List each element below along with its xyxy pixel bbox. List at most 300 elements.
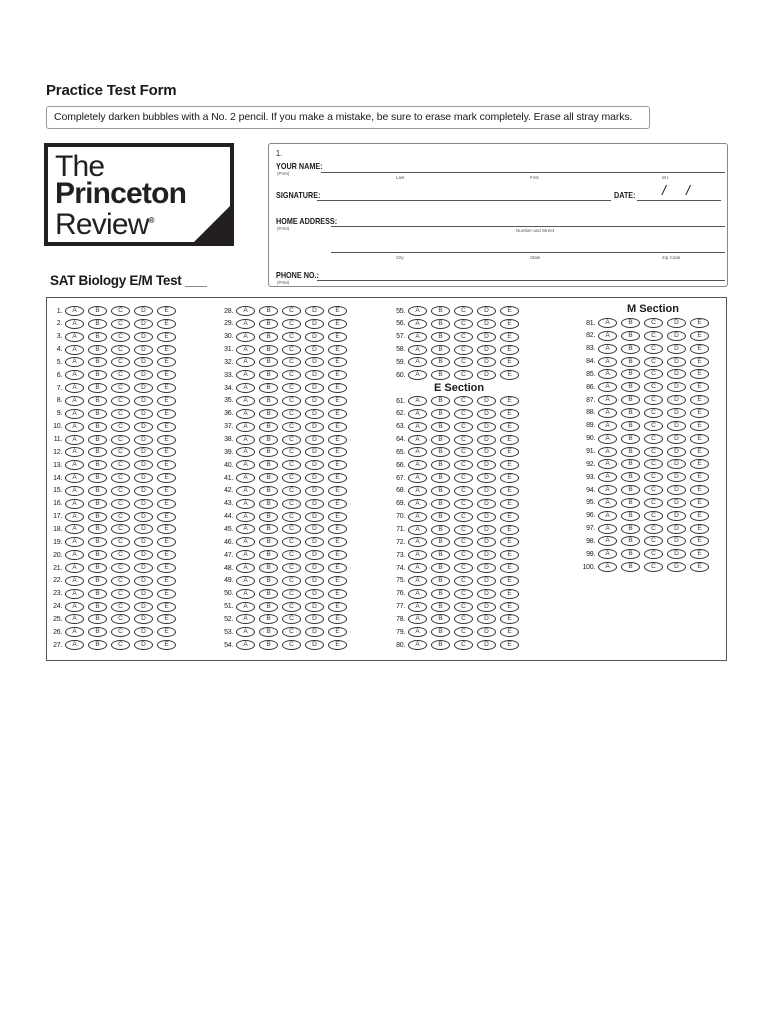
answer-bubble-b[interactable]: B xyxy=(88,319,107,329)
answer-bubble-e[interactable]: E xyxy=(157,499,176,509)
answer-bubble-c[interactable]: C xyxy=(111,306,130,316)
answer-bubble-a[interactable]: A xyxy=(65,332,84,342)
answer-bubble-b[interactable]: B xyxy=(431,589,450,599)
answer-bubble-d[interactable]: D xyxy=(134,512,153,522)
answer-bubble-d[interactable]: D xyxy=(134,370,153,380)
answer-bubble-c[interactable]: C xyxy=(454,409,473,419)
answer-bubble-c[interactable]: C xyxy=(111,602,130,612)
answer-bubble-c[interactable]: C xyxy=(282,319,301,329)
answer-bubble-a[interactable]: A xyxy=(598,562,617,572)
answer-bubble-e[interactable]: E xyxy=(690,447,709,457)
answer-bubble-b[interactable]: B xyxy=(259,512,278,522)
answer-bubble-c[interactable]: C xyxy=(111,576,130,586)
answer-bubble-c[interactable]: C xyxy=(454,589,473,599)
answer-bubble-b[interactable]: B xyxy=(88,550,107,560)
answer-bubble-e[interactable]: E xyxy=(157,396,176,406)
answer-bubble-b[interactable]: B xyxy=(621,498,640,508)
answer-bubble-e[interactable]: E xyxy=(157,473,176,483)
answer-bubble-b[interactable]: B xyxy=(88,409,107,419)
answer-bubble-a[interactable]: A xyxy=(236,512,255,522)
answer-bubble-c[interactable]: C xyxy=(111,409,130,419)
answer-bubble-c[interactable]: C xyxy=(111,460,130,470)
answer-bubble-c[interactable]: C xyxy=(282,499,301,509)
answer-bubble-c[interactable]: C xyxy=(644,369,663,379)
answer-bubble-d[interactable]: D xyxy=(477,396,496,406)
answer-bubble-a[interactable]: A xyxy=(236,550,255,560)
answer-bubble-a[interactable]: A xyxy=(236,370,255,380)
answer-bubble-a[interactable]: A xyxy=(236,640,255,650)
answer-bubble-a[interactable]: A xyxy=(65,357,84,367)
answer-bubble-b[interactable]: B xyxy=(259,614,278,624)
answer-bubble-e[interactable]: E xyxy=(690,562,709,572)
answer-bubble-a[interactable]: A xyxy=(236,357,255,367)
answer-bubble-a[interactable]: A xyxy=(408,357,427,367)
answer-bubble-e[interactable]: E xyxy=(157,537,176,547)
answer-bubble-e[interactable]: E xyxy=(157,383,176,393)
answer-bubble-c[interactable]: C xyxy=(282,370,301,380)
answer-bubble-a[interactable]: A xyxy=(598,369,617,379)
answer-bubble-a[interactable]: A xyxy=(408,370,427,380)
answer-bubble-a[interactable]: A xyxy=(236,602,255,612)
answer-bubble-c[interactable]: C xyxy=(454,345,473,355)
answer-bubble-d[interactable]: D xyxy=(134,332,153,342)
answer-bubble-d[interactable]: D xyxy=(134,409,153,419)
answer-bubble-b[interactable]: B xyxy=(88,563,107,573)
answer-bubble-c[interactable]: C xyxy=(454,602,473,612)
answer-bubble-c[interactable]: C xyxy=(111,435,130,445)
answer-bubble-a[interactable]: A xyxy=(408,576,427,586)
phone-field[interactable] xyxy=(317,280,725,281)
answer-bubble-a[interactable]: A xyxy=(598,536,617,546)
answer-bubble-a[interactable]: A xyxy=(65,396,84,406)
answer-bubble-d[interactable]: D xyxy=(477,486,496,496)
answer-bubble-b[interactable]: B xyxy=(88,332,107,342)
answer-bubble-b[interactable]: B xyxy=(259,306,278,316)
answer-bubble-a[interactable]: A xyxy=(408,525,427,535)
answer-bubble-b[interactable]: B xyxy=(88,576,107,586)
answer-bubble-e[interactable]: E xyxy=(500,602,519,612)
answer-bubble-c[interactable]: C xyxy=(282,396,301,406)
answer-bubble-e[interactable]: E xyxy=(690,524,709,534)
answer-bubble-d[interactable]: D xyxy=(667,331,686,341)
answer-bubble-c[interactable]: C xyxy=(454,499,473,509)
answer-bubble-a[interactable]: A xyxy=(598,549,617,559)
answer-bubble-a[interactable]: A xyxy=(598,382,617,392)
answer-bubble-a[interactable]: A xyxy=(598,498,617,508)
answer-bubble-d[interactable]: D xyxy=(477,589,496,599)
answer-bubble-d[interactable]: D xyxy=(667,485,686,495)
answer-bubble-a[interactable]: A xyxy=(408,537,427,547)
answer-bubble-c[interactable]: C xyxy=(644,536,663,546)
answer-bubble-d[interactable]: D xyxy=(477,563,496,573)
answer-bubble-a[interactable]: A xyxy=(65,473,84,483)
answer-bubble-a[interactable]: A xyxy=(598,485,617,495)
answer-bubble-b[interactable]: B xyxy=(431,640,450,650)
answer-bubble-b[interactable]: B xyxy=(621,562,640,572)
answer-bubble-e[interactable]: E xyxy=(157,332,176,342)
answer-bubble-b[interactable]: B xyxy=(431,306,450,316)
answer-bubble-b[interactable]: B xyxy=(621,536,640,546)
answer-bubble-a[interactable]: A xyxy=(65,589,84,599)
answer-bubble-c[interactable]: C xyxy=(454,447,473,457)
answer-bubble-c[interactable]: C xyxy=(282,332,301,342)
answer-bubble-e[interactable]: E xyxy=(328,499,347,509)
answer-bubble-e[interactable]: E xyxy=(690,549,709,559)
answer-bubble-e[interactable]: E xyxy=(157,306,176,316)
answer-bubble-a[interactable]: A xyxy=(236,499,255,509)
answer-bubble-d[interactable]: D xyxy=(134,486,153,496)
answer-bubble-e[interactable]: E xyxy=(500,306,519,316)
answer-bubble-a[interactable]: A xyxy=(65,576,84,586)
answer-bubble-e[interactable]: E xyxy=(500,486,519,496)
answer-bubble-e[interactable]: E xyxy=(690,331,709,341)
answer-bubble-c[interactable]: C xyxy=(282,589,301,599)
answer-bubble-d[interactable]: D xyxy=(667,421,686,431)
answer-bubble-b[interactable]: B xyxy=(259,473,278,483)
answer-bubble-b[interactable]: B xyxy=(431,627,450,637)
answer-bubble-a[interactable]: A xyxy=(408,409,427,419)
answer-bubble-d[interactable]: D xyxy=(477,409,496,419)
answer-bubble-a[interactable]: A xyxy=(408,640,427,650)
answer-bubble-e[interactable]: E xyxy=(328,460,347,470)
answer-bubble-b[interactable]: B xyxy=(88,447,107,457)
answer-bubble-a[interactable]: A xyxy=(65,537,84,547)
answer-bubble-c[interactable]: C xyxy=(282,602,301,612)
answer-bubble-c[interactable]: C xyxy=(282,447,301,457)
answer-bubble-e[interactable]: E xyxy=(500,357,519,367)
answer-bubble-d[interactable]: D xyxy=(667,536,686,546)
answer-bubble-a[interactable]: A xyxy=(236,563,255,573)
answer-bubble-a[interactable]: A xyxy=(408,486,427,496)
answer-bubble-e[interactable]: E xyxy=(157,370,176,380)
answer-bubble-c[interactable]: C xyxy=(644,434,663,444)
answer-bubble-c[interactable]: C xyxy=(454,563,473,573)
answer-bubble-d[interactable]: D xyxy=(134,319,153,329)
answer-bubble-a[interactable]: A xyxy=(236,422,255,432)
answer-bubble-d[interactable]: D xyxy=(134,550,153,560)
answer-bubble-c[interactable]: C xyxy=(111,396,130,406)
answer-bubble-b[interactable]: B xyxy=(88,345,107,355)
signature-field[interactable] xyxy=(317,200,611,201)
answer-bubble-a[interactable]: A xyxy=(65,524,84,534)
answer-bubble-e[interactable]: E xyxy=(500,512,519,522)
answer-bubble-b[interactable]: B xyxy=(88,460,107,470)
answer-bubble-c[interactable]: C xyxy=(282,486,301,496)
answer-bubble-e[interactable]: E xyxy=(157,614,176,624)
answer-bubble-d[interactable]: D xyxy=(134,306,153,316)
answer-bubble-c[interactable]: C xyxy=(282,345,301,355)
answer-bubble-a[interactable]: A xyxy=(408,512,427,522)
answer-bubble-d[interactable]: D xyxy=(305,383,324,393)
answer-bubble-b[interactable]: B xyxy=(88,537,107,547)
answer-bubble-a[interactable]: A xyxy=(65,614,84,624)
answer-bubble-e[interactable]: E xyxy=(328,383,347,393)
answer-bubble-b[interactable]: B xyxy=(621,382,640,392)
answer-bubble-e[interactable]: E xyxy=(500,447,519,457)
answer-bubble-d[interactable]: D xyxy=(305,537,324,547)
answer-bubble-c[interactable]: C xyxy=(111,319,130,329)
answer-bubble-b[interactable]: B xyxy=(259,589,278,599)
answer-bubble-c[interactable]: C xyxy=(644,357,663,367)
answer-bubble-c[interactable]: C xyxy=(282,627,301,637)
answer-bubble-d[interactable]: D xyxy=(305,576,324,586)
answer-bubble-a[interactable]: A xyxy=(236,473,255,483)
address-street-field[interactable] xyxy=(331,226,725,227)
answer-bubble-a[interactable]: A xyxy=(236,319,255,329)
answer-bubble-d[interactable]: D xyxy=(134,473,153,483)
answer-bubble-d[interactable]: D xyxy=(667,344,686,354)
answer-bubble-d[interactable]: D xyxy=(305,499,324,509)
answer-bubble-e[interactable]: E xyxy=(690,459,709,469)
answer-bubble-a[interactable]: A xyxy=(408,447,427,457)
answer-bubble-b[interactable]: B xyxy=(259,396,278,406)
answer-bubble-c[interactable]: C xyxy=(644,331,663,341)
answer-bubble-c[interactable]: C xyxy=(644,408,663,418)
answer-bubble-b[interactable]: B xyxy=(88,357,107,367)
answer-bubble-d[interactable]: D xyxy=(305,473,324,483)
answer-bubble-d[interactable]: D xyxy=(134,396,153,406)
answer-bubble-b[interactable]: B xyxy=(621,472,640,482)
answer-bubble-e[interactable]: E xyxy=(328,357,347,367)
answer-bubble-a[interactable]: A xyxy=(598,524,617,534)
answer-bubble-e[interactable]: E xyxy=(328,550,347,560)
answer-bubble-b[interactable]: B xyxy=(431,486,450,496)
answer-bubble-c[interactable]: C xyxy=(111,614,130,624)
answer-bubble-b[interactable]: B xyxy=(621,511,640,521)
answer-bubble-e[interactable]: E xyxy=(328,422,347,432)
answer-bubble-c[interactable]: C xyxy=(454,435,473,445)
answer-bubble-e[interactable]: E xyxy=(690,344,709,354)
answer-bubble-e[interactable]: E xyxy=(500,319,519,329)
answer-bubble-b[interactable]: B xyxy=(259,345,278,355)
answer-bubble-d[interactable]: D xyxy=(477,627,496,637)
answer-bubble-a[interactable]: A xyxy=(408,306,427,316)
answer-bubble-b[interactable]: B xyxy=(259,602,278,612)
answer-bubble-d[interactable]: D xyxy=(134,383,153,393)
answer-bubble-c[interactable]: C xyxy=(282,524,301,534)
answer-bubble-c[interactable]: C xyxy=(111,627,130,637)
answer-bubble-e[interactable]: E xyxy=(157,460,176,470)
answer-bubble-a[interactable]: A xyxy=(598,421,617,431)
answer-bubble-e[interactable]: E xyxy=(157,550,176,560)
answer-bubble-a[interactable]: A xyxy=(65,370,84,380)
answer-bubble-b[interactable]: B xyxy=(431,345,450,355)
answer-bubble-d[interactable]: D xyxy=(305,524,324,534)
answer-bubble-c[interactable]: C xyxy=(454,614,473,624)
answer-bubble-a[interactable]: A xyxy=(236,345,255,355)
answer-bubble-a[interactable]: A xyxy=(408,422,427,432)
answer-bubble-b[interactable]: B xyxy=(621,485,640,495)
answer-bubble-a[interactable]: A xyxy=(65,499,84,509)
answer-bubble-c[interactable]: C xyxy=(454,306,473,316)
answer-bubble-a[interactable]: A xyxy=(236,460,255,470)
answer-bubble-d[interactable]: D xyxy=(667,459,686,469)
answer-bubble-b[interactable]: B xyxy=(259,383,278,393)
answer-bubble-e[interactable]: E xyxy=(500,563,519,573)
answer-bubble-d[interactable]: D xyxy=(477,332,496,342)
answer-bubble-b[interactable]: B xyxy=(88,473,107,483)
answer-bubble-a[interactable]: A xyxy=(65,345,84,355)
answer-bubble-c[interactable]: C xyxy=(644,472,663,482)
answer-bubble-e[interactable]: E xyxy=(328,589,347,599)
answer-bubble-c[interactable]: C xyxy=(282,357,301,367)
answer-bubble-d[interactable]: D xyxy=(134,357,153,367)
answer-bubble-c[interactable]: C xyxy=(454,370,473,380)
answer-bubble-a[interactable]: A xyxy=(408,460,427,470)
answer-bubble-d[interactable]: D xyxy=(305,640,324,650)
answer-bubble-b[interactable]: B xyxy=(88,614,107,624)
answer-bubble-d[interactable]: D xyxy=(667,382,686,392)
answer-bubble-a[interactable]: A xyxy=(408,345,427,355)
answer-bubble-c[interactable]: C xyxy=(282,614,301,624)
answer-bubble-d[interactable]: D xyxy=(667,447,686,457)
answer-bubble-a[interactable]: A xyxy=(236,589,255,599)
answer-bubble-b[interactable]: B xyxy=(431,576,450,586)
answer-bubble-b[interactable]: B xyxy=(88,370,107,380)
answer-bubble-a[interactable]: A xyxy=(598,434,617,444)
answer-bubble-c[interactable]: C xyxy=(111,524,130,534)
answer-bubble-d[interactable]: D xyxy=(477,512,496,522)
answer-bubble-d[interactable]: D xyxy=(667,357,686,367)
answer-bubble-d[interactable]: D xyxy=(667,408,686,418)
answer-bubble-c[interactable]: C xyxy=(644,511,663,521)
answer-bubble-b[interactable]: B xyxy=(259,319,278,329)
answer-bubble-d[interactable]: D xyxy=(477,525,496,535)
answer-bubble-e[interactable]: E xyxy=(690,395,709,405)
answer-bubble-d[interactable]: D xyxy=(477,422,496,432)
answer-bubble-c[interactable]: C xyxy=(644,421,663,431)
answer-bubble-c[interactable]: C xyxy=(644,562,663,572)
answer-bubble-d[interactable]: D xyxy=(134,602,153,612)
answer-bubble-b[interactable]: B xyxy=(621,447,640,457)
answer-bubble-e[interactable]: E xyxy=(157,576,176,586)
answer-bubble-e[interactable]: E xyxy=(328,486,347,496)
answer-bubble-d[interactable]: D xyxy=(477,447,496,457)
answer-bubble-a[interactable]: A xyxy=(408,563,427,573)
answer-bubble-b[interactable]: B xyxy=(259,357,278,367)
answer-bubble-e[interactable]: E xyxy=(328,435,347,445)
answer-bubble-e[interactable]: E xyxy=(328,319,347,329)
answer-bubble-a[interactable]: A xyxy=(65,550,84,560)
answer-bubble-a[interactable]: A xyxy=(598,459,617,469)
answer-bubble-b[interactable]: B xyxy=(431,537,450,547)
answer-bubble-c[interactable]: C xyxy=(644,395,663,405)
answer-bubble-e[interactable]: E xyxy=(500,576,519,586)
answer-bubble-e[interactable]: E xyxy=(157,563,176,573)
answer-bubble-e[interactable]: E xyxy=(500,614,519,624)
answer-bubble-a[interactable]: A xyxy=(236,614,255,624)
answer-bubble-b[interactable]: B xyxy=(88,640,107,650)
answer-bubble-b[interactable]: B xyxy=(88,383,107,393)
answer-bubble-b[interactable]: B xyxy=(431,602,450,612)
answer-bubble-b[interactable]: B xyxy=(259,499,278,509)
answer-bubble-d[interactable]: D xyxy=(134,589,153,599)
answer-bubble-c[interactable]: C xyxy=(644,447,663,457)
answer-bubble-e[interactable]: E xyxy=(328,614,347,624)
answer-bubble-a[interactable]: A xyxy=(236,576,255,586)
answer-bubble-d[interactable]: D xyxy=(134,524,153,534)
answer-bubble-a[interactable]: A xyxy=(598,408,617,418)
answer-bubble-d[interactable]: D xyxy=(667,524,686,534)
answer-bubble-d[interactable]: D xyxy=(667,369,686,379)
answer-bubble-c[interactable]: C xyxy=(111,486,130,496)
answer-bubble-c[interactable]: C xyxy=(111,383,130,393)
answer-bubble-b[interactable]: B xyxy=(88,512,107,522)
answer-bubble-e[interactable]: E xyxy=(328,576,347,586)
answer-bubble-e[interactable]: E xyxy=(328,345,347,355)
answer-bubble-e[interactable]: E xyxy=(328,563,347,573)
answer-bubble-a[interactable]: A xyxy=(65,512,84,522)
answer-bubble-b[interactable]: B xyxy=(621,318,640,328)
answer-bubble-e[interactable]: E xyxy=(328,473,347,483)
answer-bubble-e[interactable]: E xyxy=(157,409,176,419)
answer-bubble-c[interactable]: C xyxy=(454,396,473,406)
answer-bubble-d[interactable]: D xyxy=(305,345,324,355)
answer-bubble-a[interactable]: A xyxy=(408,627,427,637)
answer-bubble-a[interactable]: A xyxy=(236,447,255,457)
answer-bubble-b[interactable]: B xyxy=(88,524,107,534)
answer-bubble-d[interactable]: D xyxy=(305,447,324,457)
answer-bubble-d[interactable]: D xyxy=(305,602,324,612)
answer-bubble-a[interactable]: A xyxy=(236,306,255,316)
answer-bubble-e[interactable]: E xyxy=(690,408,709,418)
answer-bubble-b[interactable]: B xyxy=(259,422,278,432)
answer-bubble-c[interactable]: C xyxy=(454,460,473,470)
answer-bubble-b[interactable]: B xyxy=(431,409,450,419)
answer-bubble-a[interactable]: A xyxy=(236,435,255,445)
answer-bubble-b[interactable]: B xyxy=(431,435,450,445)
answer-bubble-b[interactable]: B xyxy=(259,576,278,586)
answer-bubble-d[interactable]: D xyxy=(305,512,324,522)
date-field[interactable] xyxy=(637,200,721,201)
answer-bubble-d[interactable]: D xyxy=(477,550,496,560)
answer-bubble-d[interactable]: D xyxy=(667,395,686,405)
answer-bubble-c[interactable]: C xyxy=(454,332,473,342)
answer-bubble-d[interactable]: D xyxy=(667,318,686,328)
answer-bubble-e[interactable]: E xyxy=(157,640,176,650)
answer-bubble-d[interactable]: D xyxy=(305,589,324,599)
answer-bubble-d[interactable]: D xyxy=(477,306,496,316)
answer-bubble-c[interactable]: C xyxy=(644,524,663,534)
answer-bubble-a[interactable]: A xyxy=(65,602,84,612)
name-field[interactable] xyxy=(321,172,725,173)
answer-bubble-c[interactable]: C xyxy=(111,447,130,457)
answer-bubble-a[interactable]: A xyxy=(598,318,617,328)
answer-bubble-a[interactable]: A xyxy=(408,332,427,342)
answer-bubble-c[interactable]: C xyxy=(282,383,301,393)
answer-bubble-e[interactable]: E xyxy=(500,409,519,419)
answer-bubble-a[interactable]: A xyxy=(65,640,84,650)
answer-bubble-b[interactable]: B xyxy=(88,499,107,509)
answer-bubble-d[interactable]: D xyxy=(477,370,496,380)
answer-bubble-b[interactable]: B xyxy=(259,486,278,496)
answer-bubble-b[interactable]: B xyxy=(431,422,450,432)
answer-bubble-b[interactable]: B xyxy=(88,627,107,637)
answer-bubble-d[interactable]: D xyxy=(134,537,153,547)
answer-bubble-a[interactable]: A xyxy=(236,537,255,547)
answer-bubble-b[interactable]: B xyxy=(621,344,640,354)
answer-bubble-e[interactable]: E xyxy=(157,524,176,534)
answer-bubble-e[interactable]: E xyxy=(328,409,347,419)
answer-bubble-a[interactable]: A xyxy=(408,602,427,612)
answer-bubble-b[interactable]: B xyxy=(259,435,278,445)
address-city-field[interactable] xyxy=(331,252,725,253)
answer-bubble-b[interactable]: B xyxy=(431,550,450,560)
answer-bubble-c[interactable]: C xyxy=(454,512,473,522)
answer-bubble-b[interactable]: B xyxy=(431,499,450,509)
answer-bubble-b[interactable]: B xyxy=(431,614,450,624)
answer-bubble-b[interactable]: B xyxy=(431,370,450,380)
